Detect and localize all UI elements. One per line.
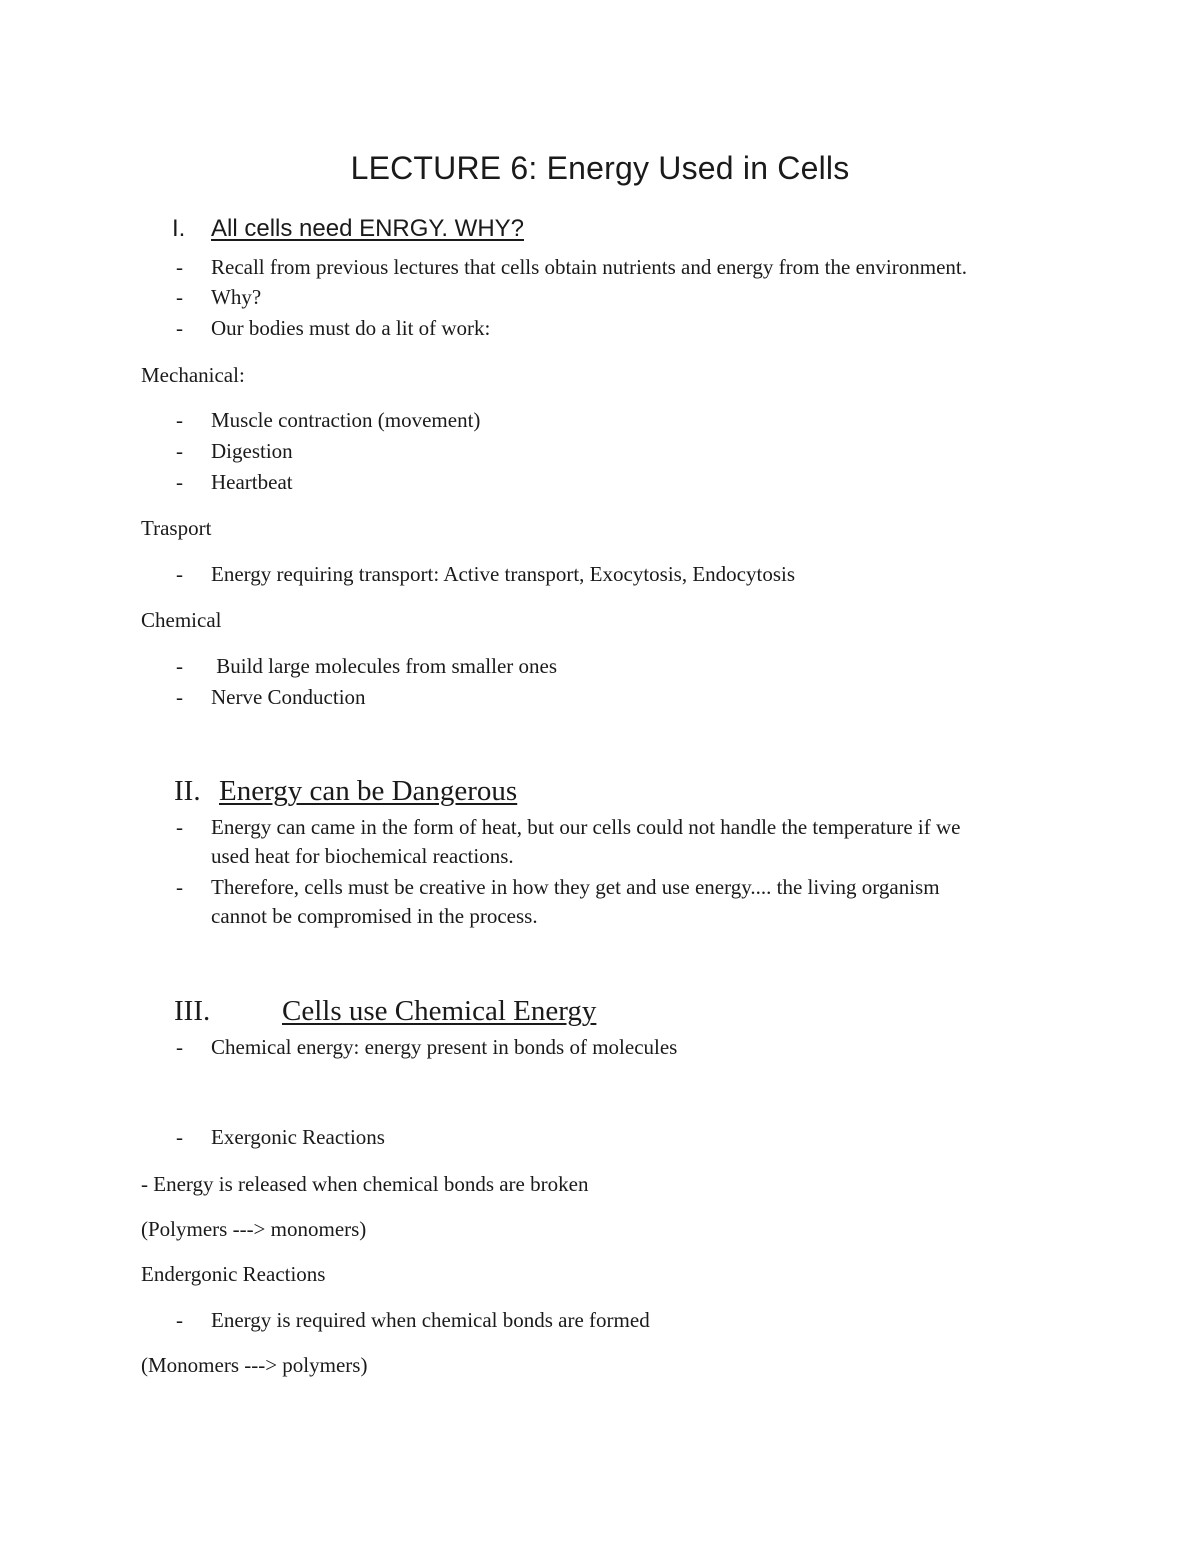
section-3-numeral: III. xyxy=(174,995,211,1027)
section-1-numeral: I. xyxy=(172,215,186,242)
section-2-heading: Energy can be Dangerous xyxy=(219,775,518,807)
bullet-dash: - xyxy=(176,1308,183,1332)
bullet-dash: - xyxy=(176,439,183,463)
mechanical-item-1: Muscle contraction (movement) xyxy=(211,408,481,432)
chemical-label: Chemical xyxy=(141,608,222,632)
endergonic-bullet: Energy is required when chemical bonds are formed xyxy=(211,1308,650,1332)
transport-label: Trasport xyxy=(141,516,212,540)
mechanical-item-2: Digestion xyxy=(211,439,293,463)
endergonic-label: Endergonic Reactions xyxy=(141,1262,326,1286)
section-2-bullet-2-line-2: cannot be compromised in the process. xyxy=(211,904,538,928)
bullet-dash: - xyxy=(176,285,183,309)
section-2-bullet-1-line-1: Energy can came in the form of heat, but our cells could not handle the temperature if we xyxy=(211,815,961,839)
bullet-dash: - xyxy=(176,562,183,586)
exergonic-note: - Energy is released when chemical bonds are broken xyxy=(141,1172,589,1196)
bullet-dash: - xyxy=(176,875,183,899)
section-3-heading: Cells use Chemical Energy xyxy=(282,995,597,1027)
bullet-dash: - xyxy=(176,316,183,340)
bullet-dash: - xyxy=(176,815,183,839)
exergonic-formula: (Polymers ---> monomers) xyxy=(141,1217,367,1241)
transport-item-1: Energy requiring transport: Active transport, Exocytosis, Endocytosis xyxy=(211,562,796,586)
section-1-bullet-2: Why? xyxy=(211,285,262,309)
bullet-dash: - xyxy=(176,408,183,432)
section-3-bullet-2: Exergonic Reactions xyxy=(211,1125,385,1149)
bullet-dash: - xyxy=(176,255,183,279)
section-1-bullet-3: Our bodies must do a lit of work: xyxy=(211,316,491,340)
chemical-item-2: Nerve Conduction xyxy=(211,685,366,709)
section-1-bullet-1: Recall from previous lectures that cells obtain nutrients and energy from the environment. xyxy=(211,255,967,279)
chemical-item-1: Build large molecules from smaller ones xyxy=(211,654,558,678)
bullet-dash: - xyxy=(176,1035,183,1059)
bullet-dash: - xyxy=(176,685,183,709)
section-2-numeral: II. xyxy=(174,775,201,807)
page-title: LECTURE 6: Energy Used in Cells xyxy=(350,150,850,186)
endergonic-formula: (Monomers ---> polymers) xyxy=(141,1353,368,1377)
mechanical-item-3: Heartbeat xyxy=(211,470,293,494)
bullet-dash: - xyxy=(176,1125,183,1149)
section-3-bullet-1: Chemical energy: energy present in bonds of molecules xyxy=(211,1035,678,1059)
section-2-bullet-1-line-2: used heat for biochemical reactions. xyxy=(211,844,514,868)
section-1-heading: All cells need ENRGY. WHY? xyxy=(211,215,525,242)
bullet-dash: - xyxy=(176,654,183,678)
section-2-bullet-2-line-1: Therefore, cells must be creative in how they get and use energy.... the living organism xyxy=(211,875,940,899)
bullet-dash: - xyxy=(176,470,183,494)
mechanical-label: Mechanical: xyxy=(141,363,245,387)
